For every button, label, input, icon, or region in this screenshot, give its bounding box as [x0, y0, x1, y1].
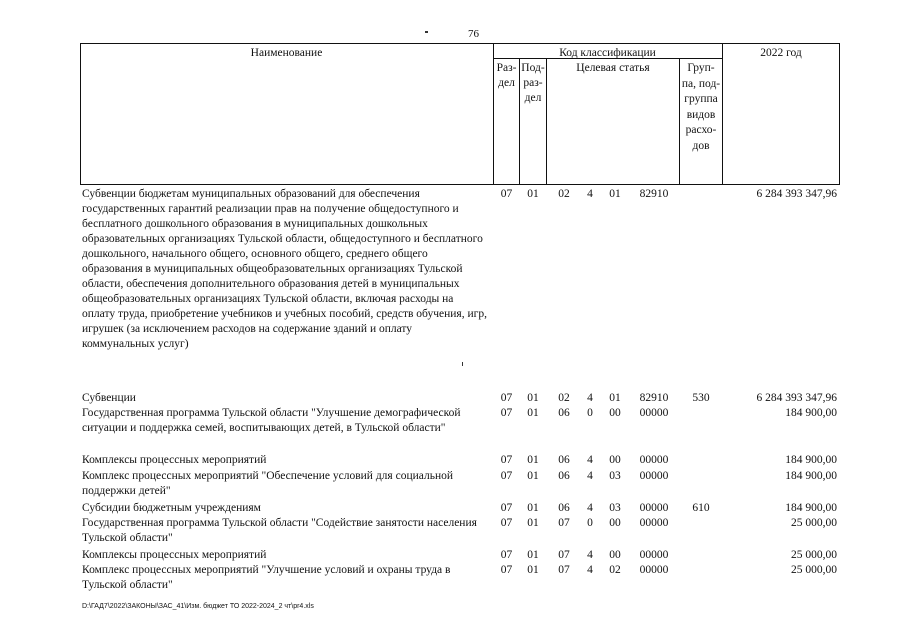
page-number: 76	[468, 28, 479, 40]
row-code-vid: 530	[692, 392, 710, 404]
row-code-c2: 4	[587, 564, 593, 576]
row-code-c1: 02	[558, 392, 570, 404]
row-code-c1: 06	[558, 407, 570, 419]
row-code-vid: 610	[692, 502, 710, 514]
row-name: Комплекс процессных мероприятий "Обеспечение условий для социальной поддержки детей"	[82, 470, 453, 497]
row-code-c4: 00000	[639, 549, 669, 561]
row-code-c2: 0	[587, 407, 593, 419]
row-code-c4: 00000	[639, 407, 669, 419]
row-code-pr: 01	[527, 564, 539, 576]
row-code-pr: 01	[527, 188, 539, 200]
row-code-pr: 01	[527, 392, 539, 404]
row-code-c1: 07	[558, 564, 570, 576]
row-code-c2: 4	[587, 549, 593, 561]
row-code-c1: 06	[558, 502, 570, 514]
row-code-c2: 4	[587, 454, 593, 466]
row-code-c2: 4	[587, 392, 593, 404]
row-amount: 25 000,00	[791, 517, 837, 529]
row-code-c4: 00000	[639, 517, 669, 529]
row-amount: 184 900,00	[785, 454, 837, 466]
row-code-r: 07	[500, 188, 513, 200]
row-name: Комплексы процессных мероприятий	[82, 549, 267, 561]
row-code-c3: 00	[609, 549, 621, 561]
row-code-c3: 03	[609, 470, 621, 482]
row-code-c1: 06	[558, 470, 570, 482]
row-name: Субвенции	[82, 392, 136, 404]
header-divider	[546, 58, 547, 185]
row-name: Комплексы процессных мероприятий	[82, 454, 267, 466]
header-target: Целевая статья	[576, 62, 650, 74]
row-amount: 6 284 393 347,96	[756, 392, 837, 404]
row-code-r: 07	[500, 470, 513, 482]
header-code-group: Код классификации	[559, 47, 656, 59]
row-name: Субвенции бюджетам муниципальных образований для обеспечения государственных гарантий реализации прав на получение общедоступного и бесплатного дошкольного образования в муниципальных дошкольных образовательных организациях Тульской области, общедоступного и бесплатного дошкольного, начального общего, основного общего, среднего общего образования в муниципальных общеобразовательных организациях Тульской области, обеспечения дополнительного образования детей в муниципальных общеобразовательных организациях Тульской области, включая расходы на оплату труда, приобретение учебников и учебных пособий, средств обучения, игр, игрушек (за исключением расходов на содержание зданий и оплату коммунальных услуг)	[82, 188, 487, 350]
row-code-c2: 4	[587, 470, 593, 482]
row-name: Государственная программа Тульской области "Улучшение демографической ситуации и поддержка семей, воспитывающих детей, в Тульской области"	[82, 407, 461, 434]
row-code-r: 07	[500, 517, 513, 529]
row-name: Государственная программа Тульской области "Содействие занятости населения Тульской области"	[82, 517, 477, 544]
header-vid: Груп- па, под- группа видов расхо- дов	[681, 62, 721, 152]
row-code-c4: 00000	[639, 564, 669, 576]
row-code-c3: 03	[609, 502, 621, 514]
row-code-r: 07	[500, 564, 513, 576]
row-code-r: 07	[500, 392, 513, 404]
header-name: Наименование	[250, 47, 323, 59]
row-amount: 6 284 393 347,96	[756, 188, 837, 200]
row-name: Комплекс процессных мероприятий "Улучшение условий и охраны труда в Тульской области"	[82, 564, 451, 591]
row-code-c3: 02	[609, 564, 621, 576]
row-code-pr: 01	[527, 470, 539, 482]
row-amount: 25 000,00	[791, 549, 837, 561]
row-code-pr: 01	[527, 517, 539, 529]
row-code-r: 07	[500, 549, 513, 561]
stray-mark	[425, 31, 428, 33]
row-code-pr: 01	[527, 454, 539, 466]
stray-mark	[462, 362, 463, 366]
row-code-c1: 06	[558, 454, 570, 466]
row-code-pr: 01	[527, 549, 539, 561]
row-code-pr: 01	[527, 502, 539, 514]
row-amount: 25 000,00	[791, 564, 837, 576]
row-code-c4: 00000	[639, 502, 669, 514]
row-code-c3: 00	[609, 454, 621, 466]
row-code-c3: 00	[609, 517, 621, 529]
row-code-r: 07	[500, 502, 513, 514]
row-code-c2: 4	[587, 502, 593, 514]
row-code-c3: 00	[609, 407, 621, 419]
row-code-c4: 00000	[639, 470, 669, 482]
row-amount: 184 900,00	[785, 470, 837, 482]
header-podrazdel: Под- раз- дел	[521, 62, 545, 104]
row-code-pr: 01	[527, 407, 539, 419]
row-code-c3: 01	[609, 392, 621, 404]
row-code-c1: 07	[558, 549, 570, 561]
footer-file-path: D:\ГАД7\2022\ЗАКОНЫ\ЗАС_41\Изм. бюджет ТО 2022-2024_2 чт\pr4.xls	[82, 603, 314, 610]
header-divider	[722, 43, 723, 185]
row-amount: 184 900,00	[785, 407, 837, 419]
row-name: Субсидии бюджетным учреждениям	[82, 502, 261, 514]
header-razdel: Раз- дел	[496, 62, 517, 89]
row-code-c4: 82910	[639, 188, 669, 200]
row-code-c4: 00000	[639, 454, 669, 466]
row-code-c1: 07	[558, 517, 570, 529]
table-header	[80, 43, 840, 185]
row-code-c2: 4	[587, 188, 593, 200]
row-code-c1: 02	[558, 188, 570, 200]
row-code-r: 07	[500, 407, 513, 419]
row-amount: 184 900,00	[785, 502, 837, 514]
row-code-c2: 0	[587, 517, 593, 529]
row-code-r: 07	[500, 454, 513, 466]
header-year: 2022 год	[760, 47, 802, 59]
row-code-c3: 01	[609, 188, 621, 200]
row-code-c4: 82910	[639, 392, 669, 404]
